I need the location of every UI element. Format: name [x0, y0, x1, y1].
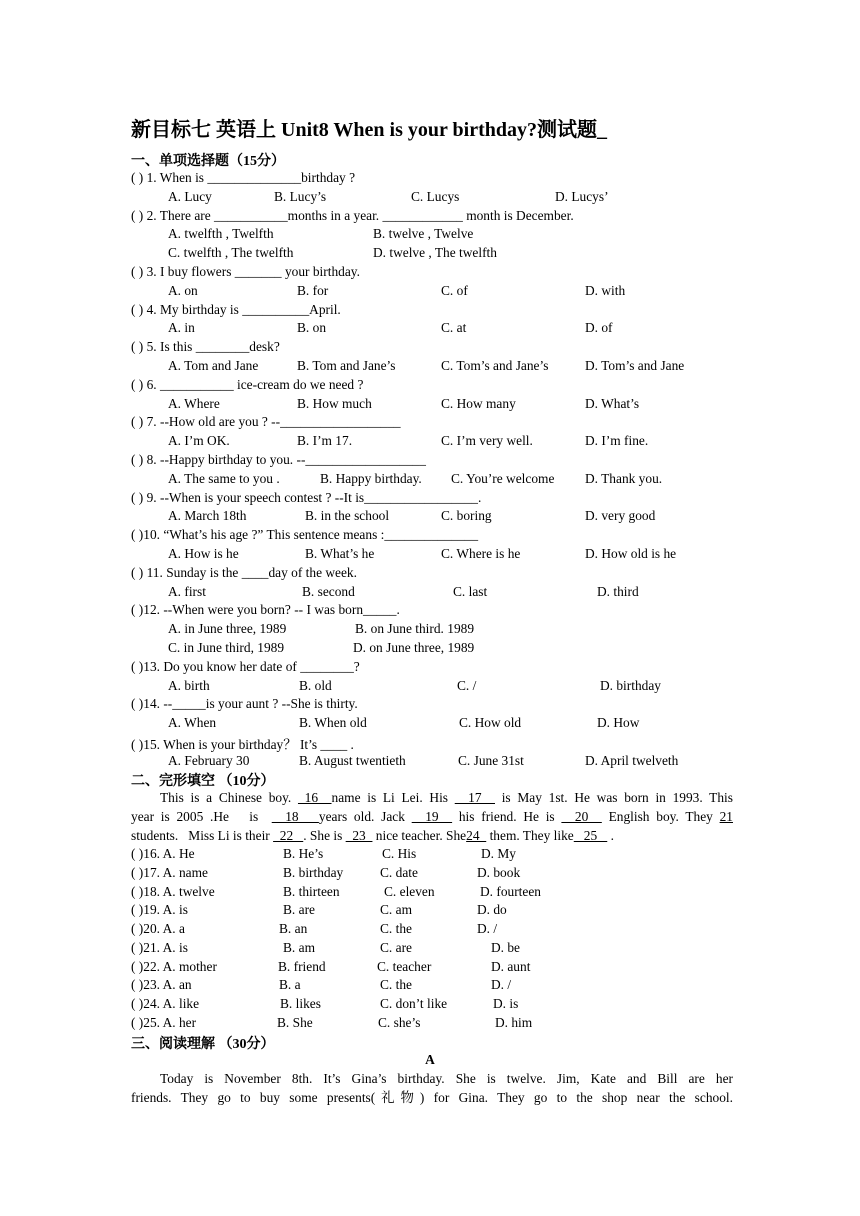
- cloze-option: D. do: [477, 902, 507, 918]
- cloze-question-stem: ( )24. A. like: [131, 996, 200, 1011]
- question-stem: ( ) 4. My birthday is __________April.: [131, 301, 341, 317]
- answer-option: B. August twentieth: [299, 752, 406, 768]
- answer-option: C. boring: [441, 508, 492, 524]
- cloze-option: D. fourteen: [480, 883, 541, 899]
- cloze-question-stem: ( )21. A. is: [131, 939, 188, 955]
- cloze-option: C. teacher: [377, 958, 432, 974]
- cloze-option: B. an: [279, 921, 308, 936]
- cloze-question-stem: ( )23. A. an: [131, 977, 192, 993]
- cloze-option: D. My: [481, 846, 516, 861]
- cloze-question-stem: ( )19. A. is: [131, 902, 188, 918]
- answer-option: B. old: [299, 677, 332, 693]
- cloze-option: D. aunt: [491, 958, 531, 974]
- cloze-line-1: This is a Chinese boy. 16 name is Li Lei. His 17 is May 1st. He was born in 1993. This: [160, 790, 733, 805]
- answer-option: D. very good: [585, 508, 656, 524]
- answer-option: B. Happy birthday.: [320, 470, 422, 486]
- cloze-option: B. She: [277, 1014, 313, 1030]
- answer-option: C. in June third, 1989: [168, 640, 285, 655]
- answer-option: D. Lucys’: [555, 188, 609, 204]
- answer-option: C. Lucys: [411, 188, 460, 204]
- cloze-line-2: year is 2005 .He is 18 years old. Jack 19 his friend. He is 20 English boy. They 21: [131, 808, 733, 824]
- answer-option: C. You’re welcome: [451, 470, 555, 486]
- question-stem: ( )15. When is your birthday？ It’s ____ .: [131, 737, 354, 752]
- question-stem: ( ) 9. --When is your speech contest ? --It is_________________.: [131, 489, 482, 505]
- cloze-option: B. He’s: [283, 846, 324, 861]
- question-stem: ( ) 7. --How old are you ? --__________________: [131, 414, 401, 430]
- answer-option: B. When old: [299, 715, 367, 731]
- answer-option: D. with: [585, 282, 626, 298]
- cloze-option: B. am: [283, 939, 315, 955]
- answer-option: A. first: [168, 583, 206, 599]
- cloze-option: D. is: [493, 996, 519, 1011]
- cloze-option: C. don’t like: [380, 996, 448, 1011]
- answer-option: B. How much: [297, 395, 372, 411]
- answer-option: C. at: [441, 320, 467, 336]
- answer-option: D. birthday: [600, 677, 661, 693]
- answer-option: D. Tom’s and Jane: [585, 358, 685, 373]
- cloze-question-stem: ( )18. A. twelve: [131, 883, 215, 899]
- answer-option: A. Tom and Jane: [168, 358, 259, 373]
- answer-option: D. of: [585, 320, 613, 336]
- question-stem: ( ) 2. There are ___________months in a year. ____________ month is December.: [131, 207, 574, 223]
- cloze-question-stem: ( )20. A. a: [131, 921, 185, 936]
- answer-option: A. in June three, 1989: [168, 621, 287, 637]
- cloze-question-stem: ( )16. A. He: [131, 846, 195, 861]
- answer-option: C. Where is he: [441, 546, 521, 561]
- answer-option: D. April twelveth: [585, 752, 679, 768]
- cloze-option: D. /: [477, 921, 498, 936]
- answer-option: B. What’s he: [305, 546, 375, 561]
- answer-option: A. The same to you .: [168, 470, 280, 486]
- answer-option: B. on: [297, 320, 327, 336]
- answer-option: B. I’m 17.: [297, 433, 353, 449]
- answer-option: B. for: [297, 282, 329, 298]
- answer-option: D. third: [597, 583, 639, 599]
- section-heading-reading: 三、阅读理解 （30分）: [131, 1037, 275, 1052]
- cloze-option: D. him: [495, 1014, 533, 1030]
- answer-option: A. Lucy: [168, 188, 212, 204]
- answer-option: A. When: [168, 715, 217, 731]
- answer-option: B. in the school: [305, 508, 390, 524]
- answer-option: D. How old is he: [585, 546, 677, 561]
- cloze-option: B. friend: [278, 958, 326, 974]
- reading-line-1: Today is November 8th. It’s Gina’s birthday. She is twelve. Jim, Kate and Bill are her: [160, 1071, 733, 1086]
- answer-option: A. March 18th: [168, 508, 247, 524]
- answer-option: C. Tom’s and Jane’s: [441, 358, 549, 373]
- cloze-option: B. are: [283, 902, 315, 918]
- cloze-question-stem: ( )25. A. her: [131, 1014, 197, 1030]
- answer-option: B. on June third. 1989: [355, 621, 475, 637]
- answer-option: A. How is he: [168, 546, 239, 561]
- answer-option: B. Tom and Jane’s: [297, 358, 396, 373]
- cloze-option: C. His: [382, 846, 417, 861]
- cloze-option: D. be: [491, 939, 521, 955]
- answer-option: C. How old: [459, 715, 522, 731]
- reading-passage-a: [131, 1070, 733, 1108]
- question-stem: ( ) 11. Sunday is the ____day of the week.: [131, 564, 357, 580]
- answer-option: D. I’m fine.: [585, 433, 649, 449]
- cloze-option: C. she’s: [378, 1014, 421, 1030]
- question-stem: ( )14. --_____is your aunt ? --She is thirty.: [131, 696, 358, 712]
- answer-option: C. How many: [441, 395, 516, 411]
- question-stem: ( ) 1. When is ______________birthday ?: [131, 170, 356, 185]
- cloze-option: B. likes: [280, 996, 321, 1011]
- answer-option: D. on June three, 1989: [353, 640, 475, 655]
- cloze-question-stem: ( )22. A. mother: [131, 958, 217, 974]
- answer-option: D. twelve , The twelfth: [373, 245, 497, 261]
- cloze-option: C. are: [380, 939, 412, 955]
- answer-option: C. of: [441, 282, 468, 298]
- cloze-option: C. the: [380, 977, 412, 993]
- answer-option: B. second: [302, 583, 355, 599]
- question-stem: ( )12. --When were you born? -- I was born_____.: [131, 602, 400, 618]
- cloze-option: D. book: [477, 864, 521, 880]
- answer-option: A. birth: [168, 677, 210, 693]
- passage-label: A: [425, 1052, 435, 1067]
- answer-option: C. last: [453, 583, 488, 599]
- answer-option: A. on: [168, 282, 198, 298]
- section-heading-multiple-choice: 一、单项选择题（15分）: [131, 154, 285, 169]
- reading-line-2: friends. They go to buy some presents(礼物) for Gina. They go to the shop near the school.: [131, 1089, 733, 1105]
- question-stem: ( )10. “What’s his age ?” This sentence means :______________: [131, 527, 479, 543]
- answer-option: D. How: [597, 715, 640, 731]
- cloze-option: B. birthday: [283, 864, 344, 880]
- question-stem: ( )13. Do you know her date of ________?: [131, 658, 360, 674]
- question-stem: ( ) 5. Is this ________desk?: [131, 339, 280, 355]
- answer-option: C. I’m very well.: [441, 433, 533, 449]
- answer-option: A. Where: [168, 395, 220, 411]
- cloze-question-stem: ( )17. A. name: [131, 864, 208, 880]
- cloze-option: C. the: [380, 921, 412, 936]
- answer-option: C. twelfth , The twelfth: [168, 245, 294, 261]
- answer-option: D. What’s: [585, 395, 640, 411]
- page-title: 新目标七 英语上 Unit8 When is your birthday?测试题_: [131, 119, 607, 141]
- answer-option: C. June 31st: [458, 752, 524, 768]
- cloze-option: D. /: [491, 977, 512, 993]
- answer-option: B. twelve , Twelve: [373, 226, 474, 242]
- answer-option: A. February 30: [168, 752, 250, 768]
- answer-option: A. I’m OK.: [168, 433, 230, 449]
- cloze-option: B. a: [279, 977, 301, 993]
- cloze-option: C. eleven: [384, 883, 435, 899]
- question-stem: ( ) 3. I buy flowers _______ your birthday.: [131, 264, 360, 279]
- section-heading-cloze: 二、完形填空 （10分）: [131, 774, 275, 789]
- answer-option: B. Lucy’s: [274, 188, 327, 204]
- cloze-option: B. thirteen: [283, 883, 340, 899]
- answer-option: A. in: [168, 320, 195, 336]
- cloze-line-3: students. Miss Li is their 22 . She is 23 nice teacher. She24 them. They like 25 .: [131, 827, 614, 843]
- cloze-option: C. date: [380, 864, 418, 880]
- answer-option: A. twelfth , Twelfth: [168, 226, 274, 242]
- answer-option: D. Thank you.: [585, 470, 663, 486]
- question-stem: ( ) 6. ___________ ice-cream do we need ?: [131, 376, 364, 392]
- question-stem: ( ) 8. --Happy birthday to you. --__________________: [131, 452, 426, 467]
- cloze-option: C. am: [380, 902, 412, 918]
- cloze-passage: [131, 789, 733, 845]
- answer-option: C. /: [457, 677, 477, 693]
